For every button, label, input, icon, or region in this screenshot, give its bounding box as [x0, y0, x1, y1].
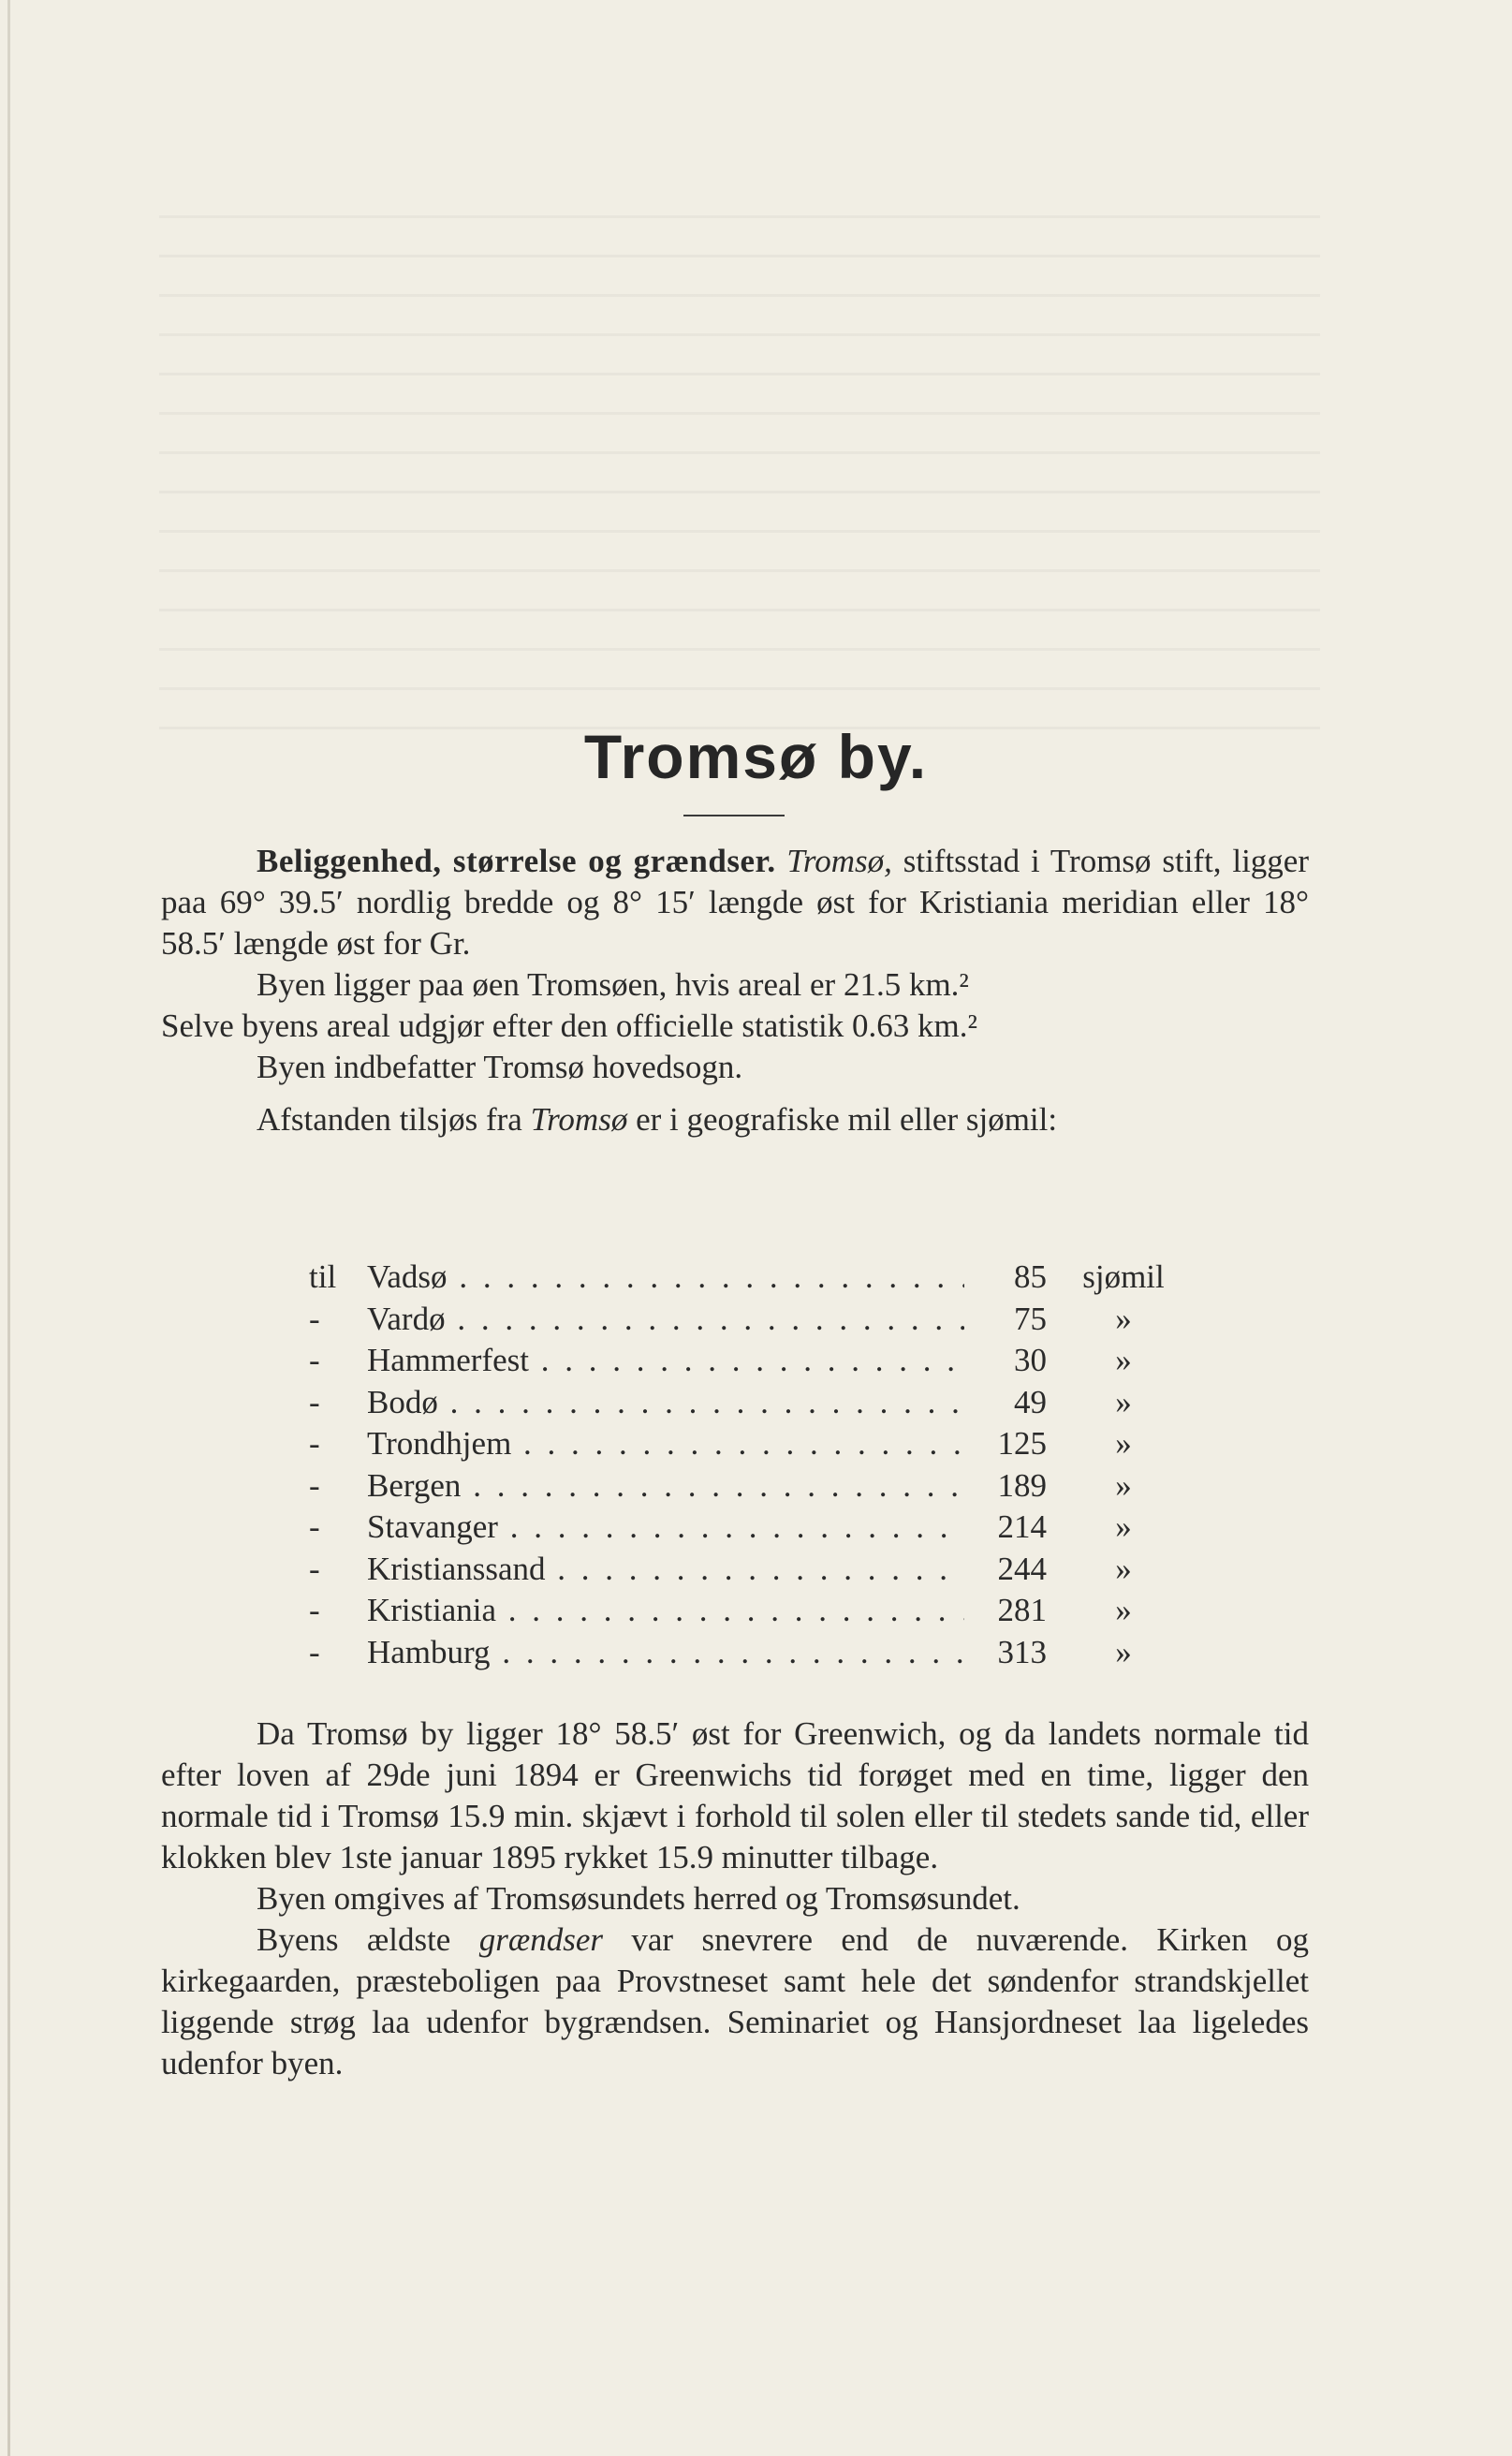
distance-row: [309, 1590, 1189, 1632]
distance-city: Stavanger . . .: [367, 1507, 964, 1549]
distance-city: Bergen . . .: [367, 1465, 964, 1507]
title-rule: [683, 815, 785, 816]
distance-intro-place: Tromsø: [530, 1101, 628, 1138]
distance-value: 244: [964, 1549, 1058, 1591]
place-name: Tromsø,: [786, 843, 892, 879]
distance-row: [309, 1465, 1189, 1507]
distance-row: [309, 1257, 1189, 1299]
distance-row: [309, 1423, 1189, 1465]
distance-prefix: -: [309, 1466, 320, 1504]
page-edge: [7, 0, 10, 2456]
border-text-rest: var snevrere end de nuværende. Kirken og kirkegaarden, præsteboligen paa Provstneset samt hele det søndenfor strandskjellet liggende strøg laa udenfor bygrændsen. Seminariet og Hansjordneset laa ligeledes udenfor byen.: [161, 1921, 1310, 2081]
distance-city: Trondhjem . . .: [367, 1423, 964, 1465]
distance-city: Kristianssand . . .: [367, 1549, 964, 1591]
page-title: Tromsø by.: [583, 722, 929, 791]
lead-text: stiftsstad i Tromsø stift, ligger paa 69° 39.5′ nordlig bredde og 8° 15′ længde øst for Kristiania meridian eller 18° 58.5′ længde øst for Gr.: [161, 843, 1309, 962]
distance-value: 281: [964, 1590, 1058, 1632]
distance-prefix: -: [309, 1300, 320, 1337]
distance-prefix: til: [309, 1258, 337, 1295]
distance-row: [309, 1382, 1189, 1424]
distance-row: [309, 1632, 1189, 1674]
distance-unit: »: [1115, 1633, 1132, 1670]
distance-table: [309, 1257, 1189, 1673]
distance-intro: [161, 1099, 1309, 1140]
distance-value: 189: [964, 1465, 1058, 1507]
distance-row: [309, 1549, 1189, 1591]
distance-row: [309, 1299, 1189, 1341]
distance-city: Vadsø . . .: [367, 1257, 964, 1299]
distance-value: 85: [964, 1257, 1058, 1299]
intro-section: [161, 841, 1309, 1140]
intro-paragraph: [161, 841, 1309, 964]
distance-prefix: -: [309, 1550, 320, 1587]
distance-row: [309, 1340, 1189, 1382]
distance-unit: »: [1115, 1425, 1132, 1462]
distance-intro-text: Afstanden tilsjøs fra: [257, 1101, 522, 1138]
bleed-through-text: [159, 215, 1320, 740]
distance-value: 313: [964, 1632, 1058, 1674]
distance-prefix: -: [309, 1508, 320, 1545]
distance-unit: »: [1115, 1550, 1132, 1587]
closing-section: [161, 1713, 1309, 2084]
distance-unit: »: [1115, 1466, 1132, 1504]
border-paragraph: [161, 1919, 1309, 2084]
distance-unit: »: [1115, 1592, 1132, 1628]
distance-row: [309, 1507, 1189, 1549]
area-line-1: Byen ligger paa øen Tromsøen, hvis areal er 21.5 km.²: [257, 966, 969, 1003]
distance-unit: »: [1115, 1342, 1132, 1378]
distance-city: Vardø . . .: [367, 1299, 964, 1341]
distance-prefix: -: [309, 1633, 320, 1670]
distance-unit: »: [1115, 1383, 1132, 1420]
distance-prefix: -: [309, 1342, 320, 1378]
area-line-2: Selve byens areal udgjør efter den officielle statistik 0.63 km.²: [161, 1007, 977, 1044]
distance-city: Kristiania . . .: [367, 1590, 964, 1632]
distance-prefix: -: [309, 1383, 320, 1420]
border-text-start: Byens ældste: [257, 1921, 451, 1958]
border-italic-word: grændser: [478, 1921, 603, 1958]
distance-value: 49: [964, 1382, 1058, 1424]
distance-intro-rest: er i geografiske mil eller sjømil:: [636, 1101, 1058, 1138]
time-paragraph: Da Tromsø by ligger 18° 58.5′ øst for Greenwich, og da landets normale tid efter loven af 29de juni 1894 er Greenwichs tid forøget med en time, ligger den normale tid i Tromsø 15.9 min. skjævt i forhold til solen eller til stedets sande tid, eller klokken blev 1ste januar 1895 rykket 15.9 minutter tilbage.: [161, 1715, 1309, 1875]
surround-paragraph: Byen omgives af Tromsøsundets herred og Tromsøsundet.: [257, 1880, 1020, 1917]
distance-unit: »: [1115, 1300, 1132, 1337]
distance-value: 214: [964, 1507, 1058, 1549]
distance-prefix: -: [309, 1592, 320, 1628]
distance-value: 30: [964, 1340, 1058, 1382]
distance-value: 125: [964, 1423, 1058, 1465]
parish-line: Byen indbefatter Tromsø hovedsogn.: [257, 1049, 743, 1085]
distance-city: Hamburg . . .: [367, 1632, 964, 1674]
distance-unit: »: [1115, 1508, 1132, 1545]
distance-prefix: -: [309, 1425, 320, 1462]
distance-city: Bodø . . .: [367, 1382, 964, 1424]
distance-unit: sjømil: [1082, 1258, 1165, 1295]
distance-city: Hammerfest . . .: [367, 1340, 964, 1382]
section-heading: Beliggenhed, størrelse og grændser.: [257, 843, 776, 879]
distance-value: 75: [964, 1299, 1058, 1341]
